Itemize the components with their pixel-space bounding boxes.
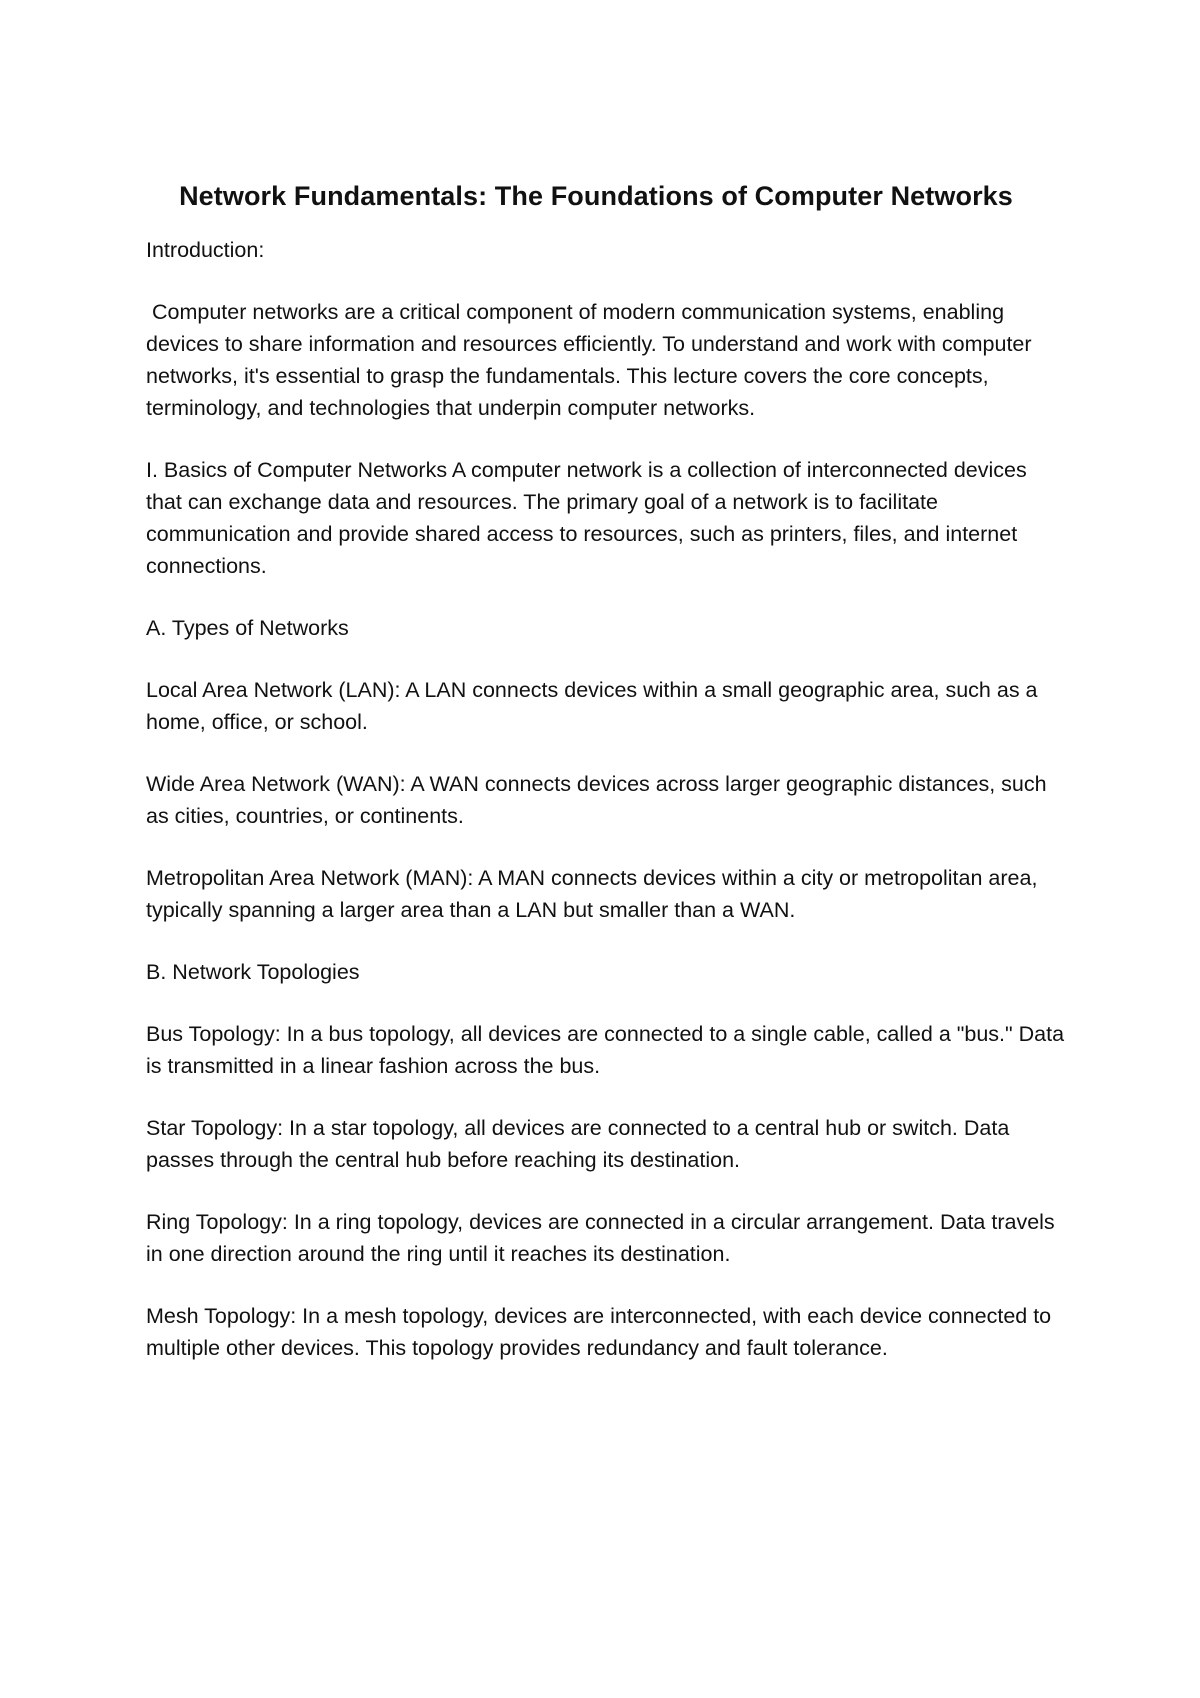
document-content xyxy=(146,176,1066,1364)
star-topology-paragraph: Star Topology: In a star topology, all devices are connected to a central hub or switch. Data passes through the central hub before reaching its destination. xyxy=(146,1116,1010,1172)
ring-topology-paragraph: Ring Topology: In a ring topology, devices are connected in a circular arrangement. Data travels in one direction around the ring until it reaches its destination. xyxy=(146,1210,1055,1266)
document-title: Network Fundamentals: The Foundations of Computer Networks xyxy=(179,181,1013,211)
introduction-paragraph: Computer networks are a critical component of modern communication systems, enabling devices to share information and resources efficiently. To understand and work with computer networks, it's essential to grasp the fundamentals. This lecture covers the core concepts, terminology, and technologies that underpin computer networks. xyxy=(146,300,1032,420)
types-of-networks-heading: A. Types of Networks xyxy=(146,616,349,640)
lan-paragraph: Local Area Network (LAN): A LAN connects devices within a small geographic area, such as a home, office, or school. xyxy=(146,678,1038,734)
mesh-topology-paragraph: Mesh Topology: In a mesh topology, devices are interconnected, with each device connected to multiple other devices. This topology provides redundancy and fault tolerance. xyxy=(146,1304,1052,1360)
section-basics-paragraph: I. Basics of Computer Networks A computer network is a collection of interconnected devices that can exchange data and resources. The primary goal of a network is to facilitate communication and provide shared access to resources, such as printers, files, and internet connections. xyxy=(146,458,1027,578)
network-topologies-heading: B. Network Topologies xyxy=(146,960,360,984)
bus-topology-paragraph: Bus Topology: In a bus topology, all devices are connected to a single cable, called a "bus." Data is transmitted in a linear fashion across the bus. xyxy=(146,1022,1065,1078)
wan-paragraph: Wide Area Network (WAN): A WAN connects devices across larger geographic distances, such as cities, countries, or continents. xyxy=(146,772,1047,828)
man-paragraph: Metropolitan Area Network (MAN): A MAN connects devices within a city or metropolitan area, typically spanning a larger area than a LAN but smaller than a WAN. xyxy=(146,866,1038,922)
introduction-heading: Introduction: xyxy=(146,238,265,262)
